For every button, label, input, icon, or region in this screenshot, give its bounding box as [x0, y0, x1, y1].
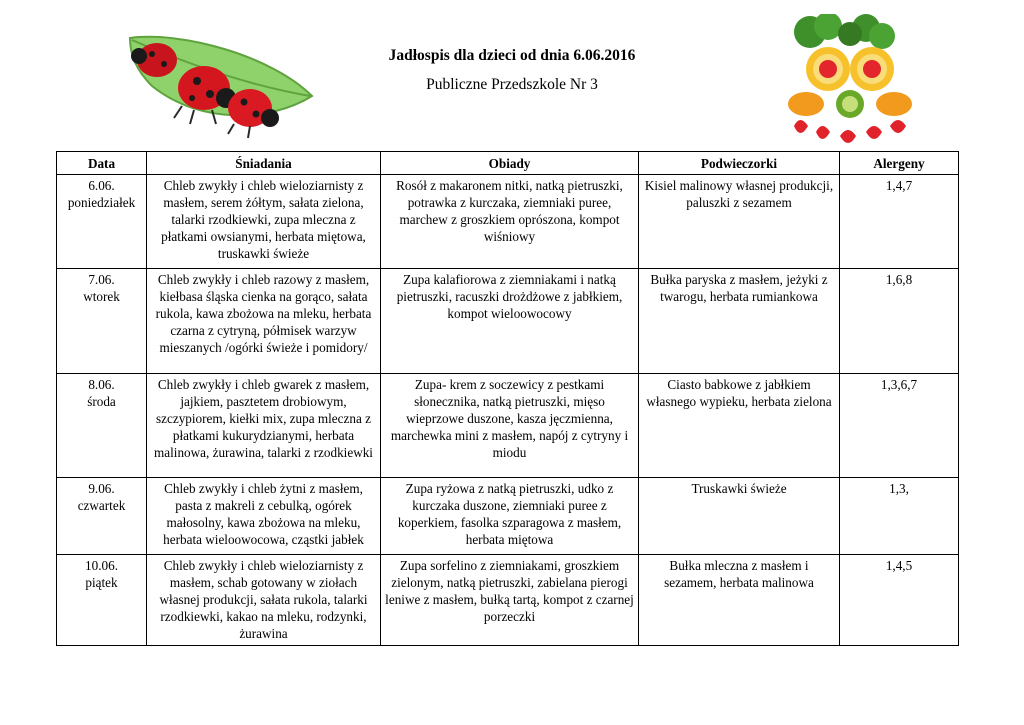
- lunch-cell: Rosół z makaronem nitki, natką pietruszki, potrawka z kurczaka, ziemniaki puree, marchew z groszkiem oprószona, kompot wiśniowy: [381, 175, 639, 269]
- lunch-cell: Zupa- krem z soczewicy z pestkami słonecznika, natką pietruszki, mięso wieprzowe duszone, kasza jęczmienna, marchewka mini z masłem, napój z cytryny i miodu: [381, 374, 639, 478]
- breakfast-cell: Chleb zwykły i chleb razowy z masłem, kiełbasa śląska cienka na gorąco, sałata rukola, kawa zbożowa na mleku, herbata czarna z cytryną, półmisek warzyw mieszanych /ogórki świeże i pomidory/: [147, 269, 381, 374]
- day-name: piątek: [85, 575, 118, 590]
- lunch-cell: Zupa kalafiorowa z ziemniakami i natką pietruszki, racuszki drożdżowe z jabłkiem, kompot wieloowocowy: [381, 269, 639, 374]
- breakfast-cell: Chleb zwykły i chleb wieloziarnisty z masłem, schab gotowany w ziołach własnej produkcji, sałata rukola, talarki rzodkiewki, kakao na mleku, rodzynki, żurawina: [147, 555, 381, 646]
- snack-cell: Bułka mleczna z masłem i sezamem, herbata malinowa: [639, 555, 840, 646]
- column-header-lunch: Obiady: [381, 152, 639, 175]
- date-cell: [57, 555, 147, 646]
- date-value: 7.06.: [88, 272, 115, 287]
- date-cell: [57, 478, 147, 555]
- table-header-row: [57, 152, 959, 175]
- table-row: [57, 269, 959, 374]
- lunch-cell: Zupa sorfelino z ziemniakami, groszkiem zielonym, natką pietruszki, zabielana pierogi leniwe z masłem, bułką tartą, kompot z czarnej porzeczki: [381, 555, 639, 646]
- date-value: 8.06.: [88, 377, 115, 392]
- breakfast-cell: Chleb zwykły i chleb gwarek z masłem, jajkiem, pasztetem drobiowym, szczypiorem, kiełki mix, zupa mleczna z płatkami kukurydzianymi, herbata malinowa, żurawina, talarki z rzodkiewki: [147, 374, 381, 478]
- allergens-cell: 1,6,8: [840, 269, 959, 374]
- table-row: [57, 175, 959, 269]
- table-row: [57, 555, 959, 646]
- snack-cell: Ciasto babkowe z jabłkiem własnego wypieku, herbata zielona: [639, 374, 840, 478]
- date-value: 10.06.: [85, 558, 118, 573]
- date-value: 6.06.: [88, 178, 115, 193]
- snack-cell: Kisiel malinowy własnej produkcji, paluszki z sezamem: [639, 175, 840, 269]
- day-name: środa: [87, 394, 116, 409]
- day-name: czwartek: [77, 498, 126, 513]
- allergens-cell: 1,4,7: [840, 175, 959, 269]
- column-header-allergens: Alergeny: [840, 152, 959, 175]
- date-value: 9.06.: [88, 481, 115, 496]
- lunch-cell: Zupa ryżowa z natką pietruszki, udko z kurczaka duszone, ziemniaki puree z koperkiem, fasolka szparagowa z masłem, herbata miętowa: [381, 478, 639, 555]
- allergens-cell: 1,3,6,7: [840, 374, 959, 478]
- breakfast-cell: Chleb zwykły i chleb wieloziarnisty z masłem, serem żółtym, sałata zielona, talarki rzodkiewki, zupa mleczna z płatkami owsianymi, herbata miętowa, truskawki świeże: [147, 175, 381, 269]
- day-name: wtorek: [83, 289, 120, 304]
- snack-cell: Bułka paryska z masłem, jeżyki z twarogu, herbata rumiankowa: [639, 269, 840, 374]
- date-cell: [57, 374, 147, 478]
- menu-table: [56, 151, 959, 646]
- allergens-cell: 1,3,: [840, 478, 959, 555]
- column-header-breakfast: Śniadania: [147, 152, 381, 175]
- allergens-cell: 1,4,5: [840, 555, 959, 646]
- page-title: Jadłospis dla dzieci od dnia 6.06.2016: [388, 47, 636, 64]
- page-subtitle: Publiczne Przedszkole Nr 3: [426, 76, 598, 93]
- table-row: [57, 374, 959, 478]
- date-cell: [57, 175, 147, 269]
- breakfast-cell: Chleb zwykły i chleb żytni z masłem, pasta z makreli z cebulką, ogórek małosolny, kawa zbożowa na mleku, herbata wieloowocowa, cząstki jabłek: [147, 478, 381, 555]
- column-header-date: Data: [57, 152, 147, 175]
- day-name: poniedziałek: [67, 195, 136, 210]
- column-header-snack: Podwieczorki: [639, 152, 840, 175]
- table-row: [57, 478, 959, 555]
- date-cell: [57, 269, 147, 374]
- snack-cell: Truskawki świeże: [639, 478, 840, 555]
